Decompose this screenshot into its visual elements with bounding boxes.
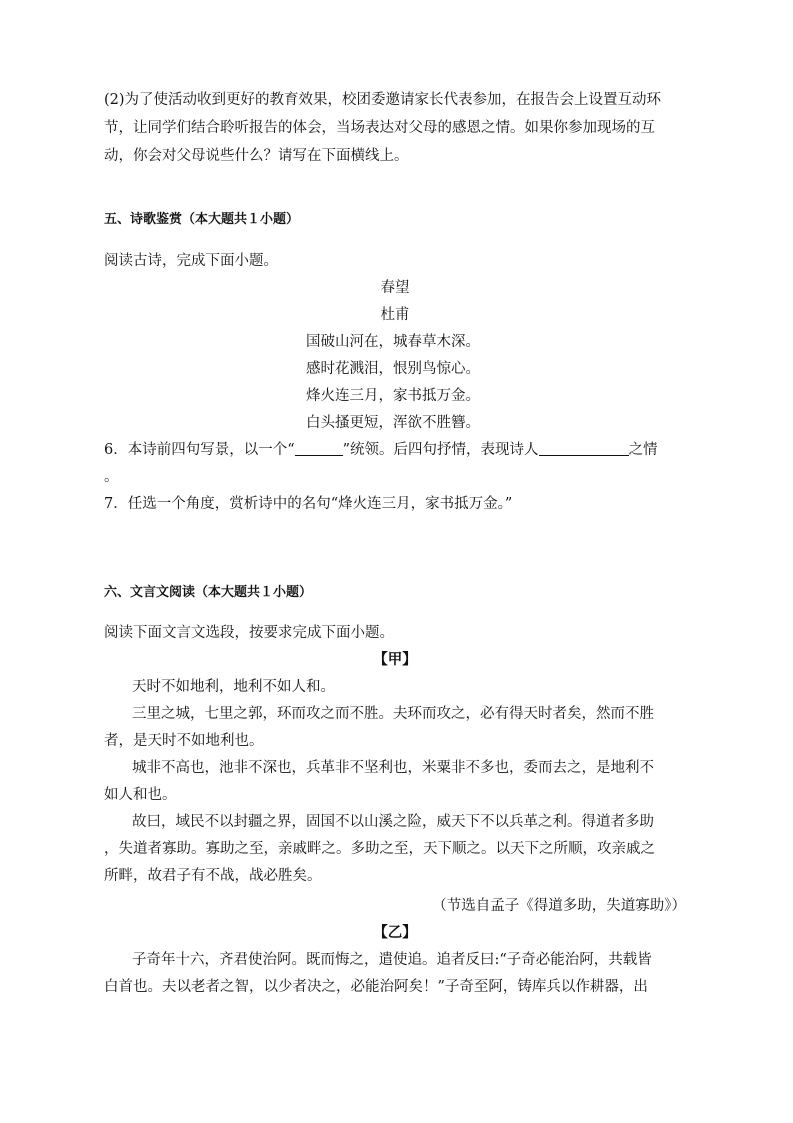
section-5-heading: 五、诗歌鉴赏（本大题共１小题） — [104, 212, 300, 227]
question-2-line-3: 动，你会对父母说些什么？请写在下面横线上。 — [104, 148, 409, 164]
passage-jia-line-3: 者，是天时不如地利也。 — [104, 733, 264, 749]
poem-line-1: 国破山河在，城春草木深。 — [306, 334, 480, 350]
question-7: 7．任选一个角度，赏析诗中的名句“烽火连三月，家书抵万金。” — [104, 496, 513, 512]
section-6-instruction: 阅读下面文言文选段，按要求完成下面小题。 — [104, 625, 394, 641]
question-6-text-1: 6．本诗前四句写景，以一个“ — [104, 442, 295, 458]
passage-jia-label: 【甲】 — [373, 652, 417, 668]
passage-jia-source: （节选自孟子《得道多助，失道寡助》） — [432, 898, 686, 914]
answer-blank-2[interactable] — [539, 441, 629, 456]
passage-jia-line-2: 三里之城，七里之郭，环而攻之而不胜。夫环而攻之，必有得天时者矣，然而不胜 — [132, 706, 654, 722]
passage-jia-line-7: ，失道者寡助。寡助之至，亲戚畔之。多助之至，天下顺之。以天下之所顺，攻亲戚之 — [104, 841, 655, 857]
section-5-instruction: 阅读古诗，完成下面小题。 — [104, 253, 278, 269]
question-6-end: 。 — [104, 469, 119, 485]
passage-jia-line-1: 天时不如地利，地利不如人和。 — [132, 679, 335, 695]
question-6 — [104, 440, 694, 460]
passage-jia-line-8: 所畔，故君子有不战，战必胜矣。 — [104, 868, 322, 884]
passage-jia-line-5: 如人和也。 — [104, 787, 177, 803]
question-2-line-2: 节，让同学们结合聆听报告的体会，当场表达对父母的感恩之情。如果你参加现场的互 — [104, 120, 655, 136]
passage-jia-line-4: 城非不高也，池非不深也，兵革非不坚利也，米粟非不多也，委而去之，是地利不 — [132, 760, 654, 776]
question-2-line-1: (2)为了使活动收到更好的教育效果，校团委邀请家长代表参加，在报告会上设置互动环 — [104, 92, 662, 108]
poem-author: 杜甫 — [380, 307, 410, 323]
question-6-text-3: 之情 — [628, 442, 658, 458]
answer-blank-1[interactable] — [295, 441, 343, 456]
section-6-heading: 六、文言文阅读（本大题共１小题） — [104, 585, 313, 600]
poem-line-3: 烽火连三月，家书抵万金。 — [306, 388, 480, 404]
question-6-text-2: ”统领。后四句抒情，表现诗人 — [342, 442, 539, 458]
passage-yi-line-2: 白首也。夫以老者之智，以少者决之，必能治阿矣！”子奇至阿，铸库兵以作耕器，出 — [104, 979, 648, 995]
passage-jia-line-6: 故曰，域民不以封疆之界，固国不以山溪之险，威天下不以兵革之利。得道者多助 — [132, 814, 654, 830]
poem-line-4: 白头搔更短，浑欲不胜簪。 — [306, 415, 480, 431]
poem-title: 春望 — [380, 280, 410, 296]
passage-yi-label: 【乙】 — [373, 925, 417, 941]
passage-yi-line-1: 子奇年十六，齐君使治阿。既而悔之，遣使追。追者反曰:“子奇必能治阿，共载皆 — [132, 952, 652, 968]
poem-line-2: 感时花溅泪，恨别鸟惊心。 — [306, 361, 480, 377]
